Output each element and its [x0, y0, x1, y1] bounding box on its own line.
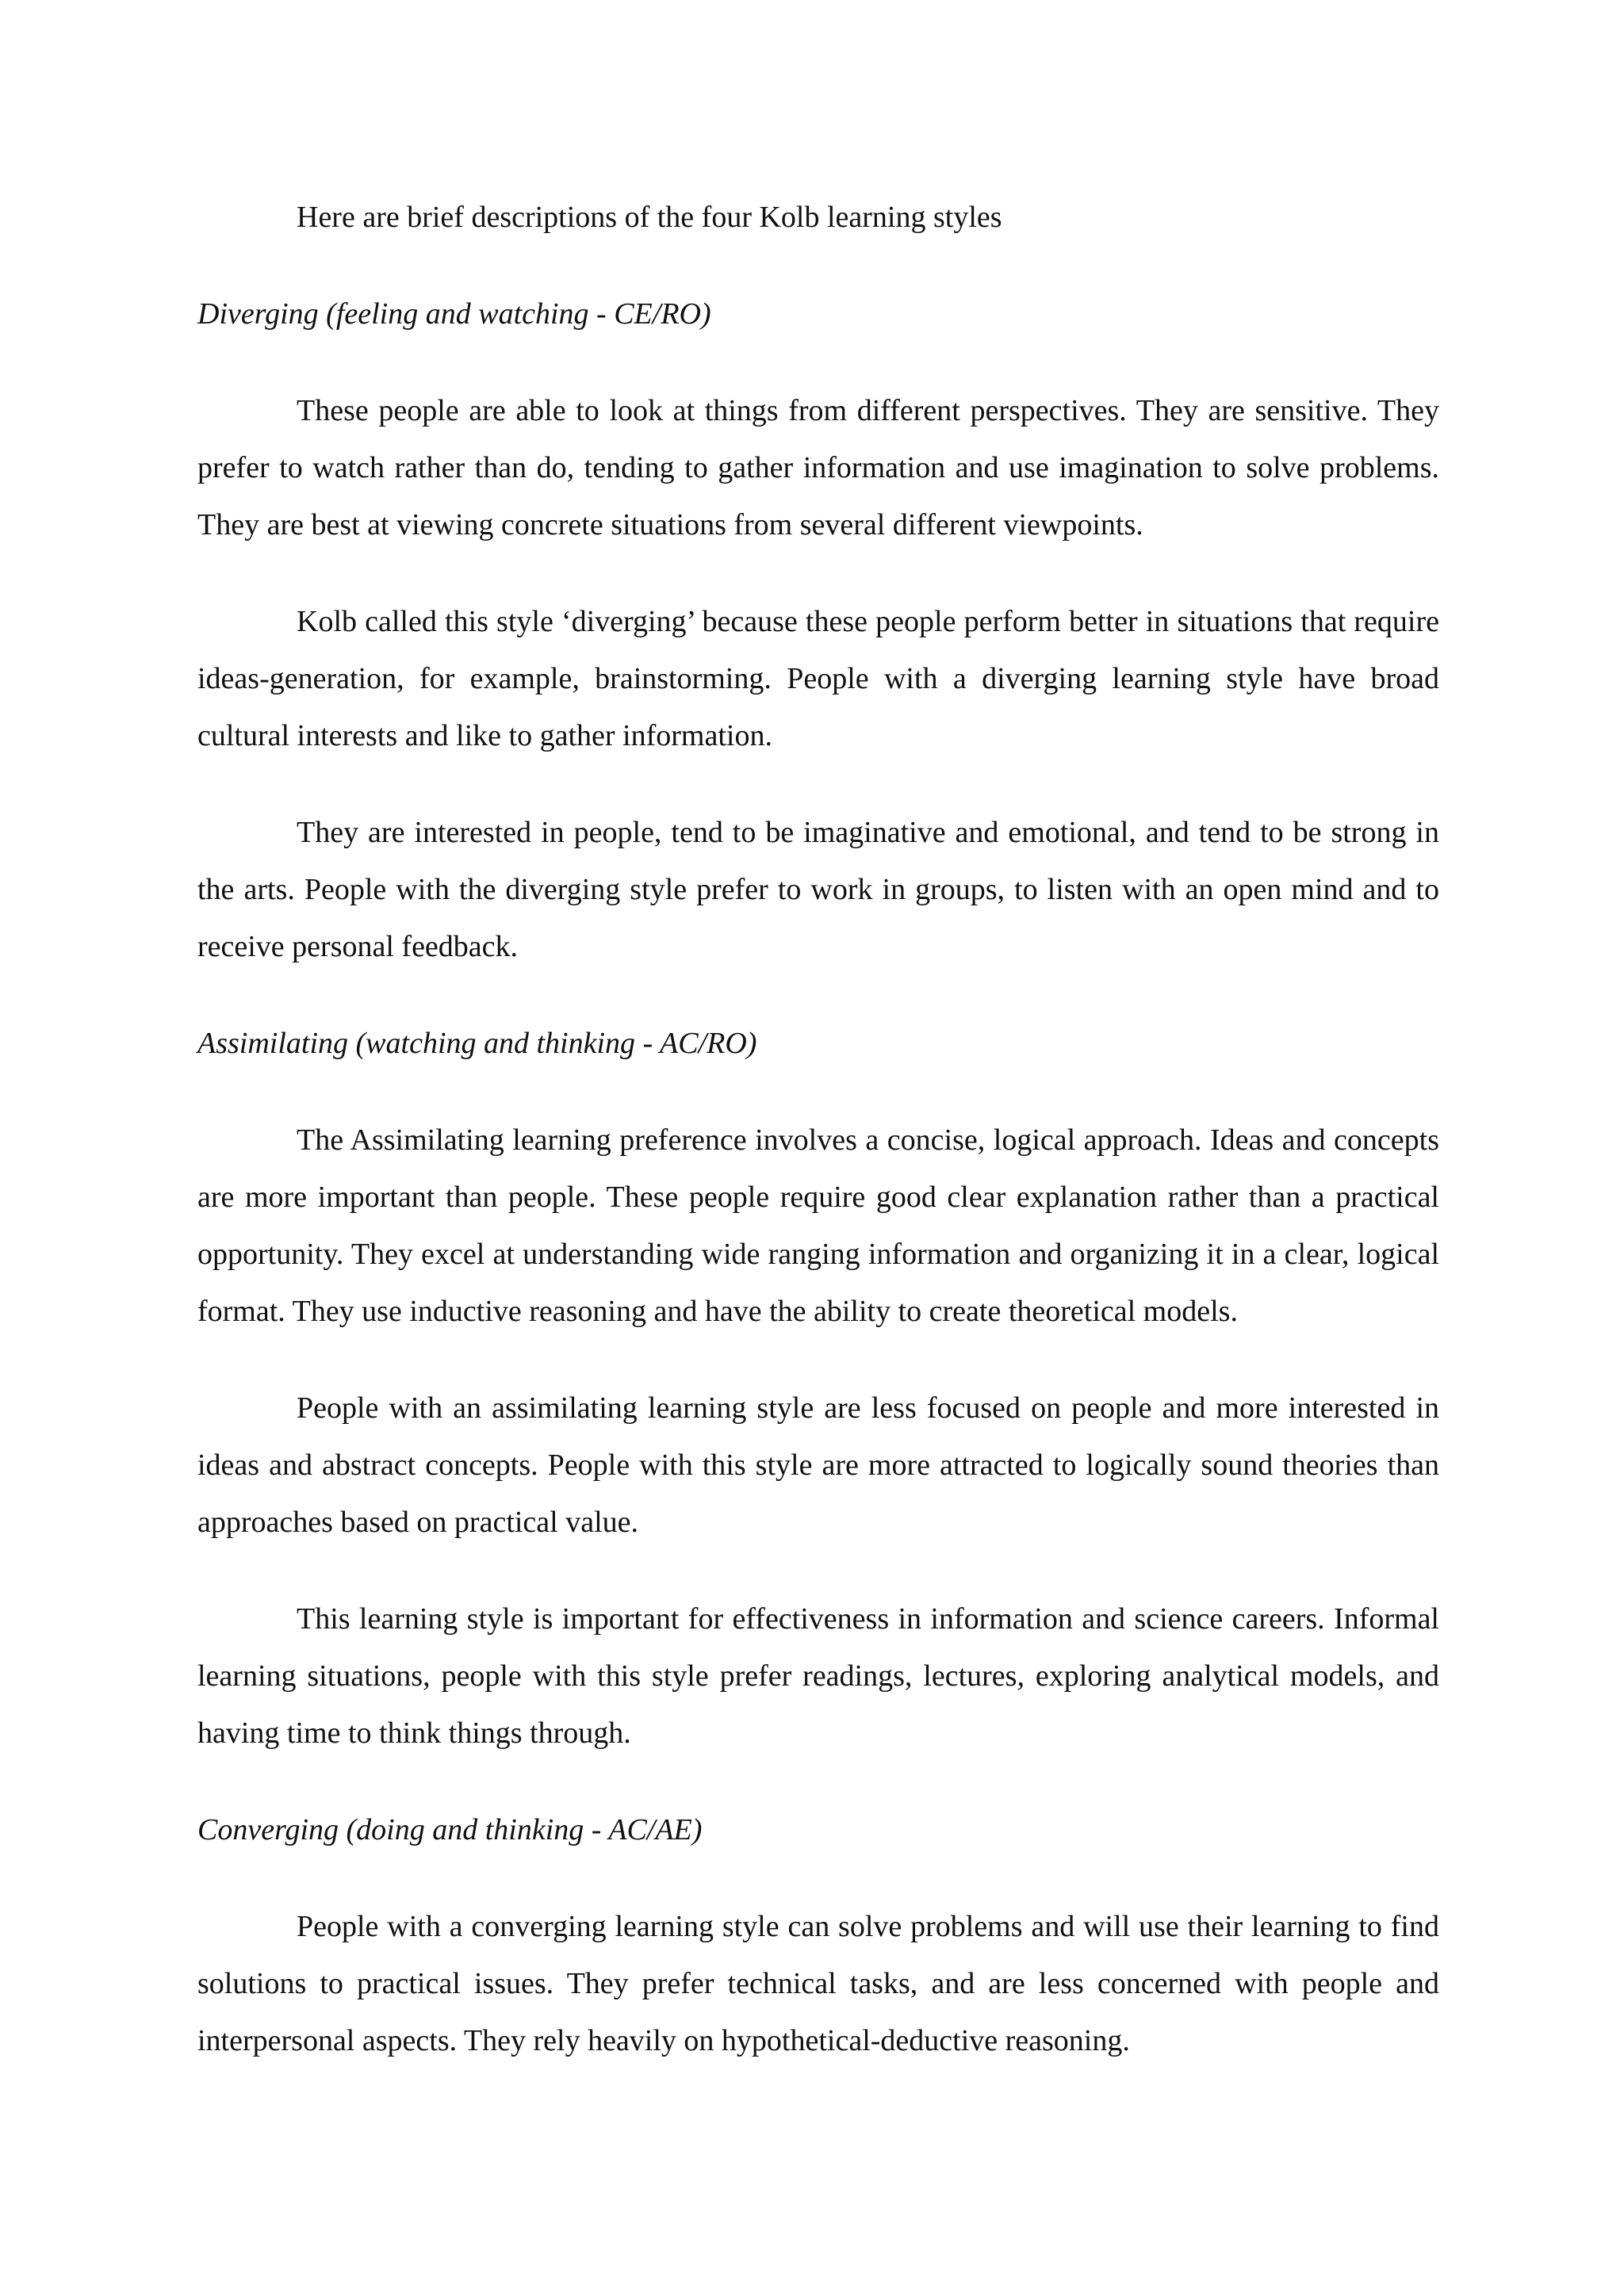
assimilating-paragraph-2: People with an assimilating learning style are less focused on people and more interested in ideas and abstract concepts. People with this style are more attracted to logically sound theories than approaches based on practical value.: [197, 1391, 1439, 1539]
diverging-paragraph-1: These people are able to look at things from different perspectives. They are sensitive. They prefer to watch rather than do, tending to gather information and use imagination to solve problems. They are best at viewing concrete situations from several different viewpoints.: [197, 394, 1439, 541]
diverging-paragraph-3: They are interested in people, tend to be imaginative and emotional, and tend to be strong in the arts. People with the diverging style prefer to work in groups, to listen with an open mind and to receive personal feedback.: [197, 816, 1439, 963]
document-page: [197, 189, 1439, 2109]
intro-sentence: Here are brief descriptions of the four Kolb learning styles: [297, 201, 1002, 234]
assimilating-paragraph-3: This learning style is important for effectiveness in information and science careers. Informal learning situations, people with this style prefer readings, lectures, exploring analytical models, and having time to think things through.: [197, 1602, 1439, 1750]
converging-paragraph-1: People with a converging learning style can solve problems and will use their learning to find solutions to practical issues. They prefer technical tasks, and are less concerned with people and interpersonal aspects. They rely heavily on hypothetical-deductive reasoning.: [197, 1910, 1439, 2057]
diverging-paragraph-2: Kolb called this style ‘diverging’ because these people perform better in situations that require ideas-generation, for example, brainstorming. People with a diverging learning style have broad cultural interests and like to gather information.: [197, 605, 1439, 752]
diverging-heading: Diverging (feeling and watching - CE/RO): [197, 297, 711, 331]
assimilating-heading: Assimilating (watching and thinking - AC/RO): [197, 1027, 757, 1060]
assimilating-paragraph-1: The Assimilating learning preference involves a concise, logical approach. Ideas and concepts are more important than people. These people require good clear explanation rather than a practical opportunity. They excel at understanding wide ranging information and organizing it in a clear, logical format. They use inductive reasoning and have the ability to create theoretical models.: [197, 1123, 1439, 1328]
converging-heading: Converging (doing and thinking - AC/AE): [197, 1813, 703, 1846]
